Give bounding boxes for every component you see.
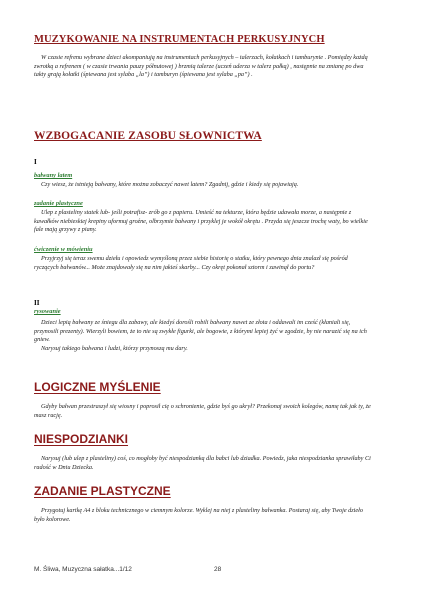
subheading-summer-waves: bałwany latem [34, 172, 73, 179]
subheading-art-task: zadanie plastyczne [34, 200, 83, 207]
heading-percussion: MUZYKOWANIE NA INSTRUMENTACH PERKUSYJNYCH [34, 34, 325, 45]
paragraph-percussion: W czasie refrenu wybrane dzieci akompaniują na instrumentach perkusyjnych – talerzach, kołatkach i tamburynie . Pomiędzy każdą zwrotką a refrenem ( w czasie trwania pauzy półnutowej ) brzmią talerze (uczeń uderza w talerz pałką) , następnie na zmianę po dwa takty grają kołatki (śpiewana jest sylaba „la”) i tamburyn (śpiewana jest sylaba „pa”) . [34, 54, 368, 78]
heading-surprises: NIESPODZIANKI [34, 432, 129, 446]
heading-art-task: ZADANIE PLASTYCZNE [34, 484, 171, 498]
roman-numeral-2: II [34, 299, 40, 307]
paragraph-speaking: Przyjrzyj się teraz swemu dziełu i opowiedz wymyśloną przez siebie historię o statku, który pewnego dnia znalazł się pośród ryczących bałwanów... Może znajdowały się na nim jakieś skarby... Czy okręt pokonał sztorm i zawinął do portu? [34, 255, 348, 271]
paragraph-surprises: Narysuj (lub ulep z plasteliny) coś, co mogłoby być niespodzianką dla babci lub dziadka. Powiedz, jaka niespodzianka sprawiłaby Ci radość w Dniu Dziecka. [34, 455, 371, 471]
paragraph-summer-waves: Czy wiesz, że istnieją bałwany, które można zobaczyć nawet latem? Zgadnij, gdzie i kiedy się pojawiają. [41, 181, 299, 188]
paragraph-drawing-task: Narysuj takiego bałwana i ludzi, którzy przynoszą mu dary. [41, 345, 188, 352]
paragraph-art-task: Ulep z plasteliny statek lub- jeśli potrafisz- zrób go z papieru. Umieść na tekturze, która będzie udawała morze, a następnie z kawałków niebieskiej krepiny uformuj groźne, olbrzymie bałwany i przyklej je wokół okrętu . Przyda się jeszcze trochę waty, bo wielkie fale mają grzywy z piany. [34, 209, 368, 233]
heading-vocabulary: WZBOGACANIE ZASOBU SŁOWNICTWA [34, 130, 262, 142]
subheading-speaking: ćwiczenie w mówieniu [34, 246, 93, 253]
roman-numeral-1: I [34, 158, 37, 166]
heading-logical-thinking: LOGICZNE MYŚLENIE [34, 380, 161, 394]
subheading-drawing: rysowanie [34, 308, 61, 315]
paragraph-art-task-bottom: Przygotuj kartkę A4 z bloku technicznego w ciemnym kolorze. Wyklej na niej z plasteliny bałwanka. Postaraj się, aby Twoje dzieło było kolorowe. [34, 507, 363, 523]
footer-page-number: 28 [214, 566, 222, 573]
paragraph-drawing: Dzieci lepią bałwany ze śniegu dla zabawy, ale kiedyś dorośli robili bałwany nawet ze złota i oddawali im cześć (kłaniali się, przynosili prezenty). Wierzyli bowiem, że to nie są zwykłe figurki, ale bogowie, z którymi lepiej żyć w zgodzie, by nie narazić się na ich gniew. [34, 319, 367, 343]
footer-source: M. Śliwa, Muzyczna sałatka...1/12 [34, 566, 132, 573]
paragraph-logical-thinking: Gdyby bałwan przestraszył się wiosny i poprosił cię o schronienie, gdzie byś go ukrył? Przekonaj swoich kolegów, namę tak jak ty, że masz rację. [34, 403, 371, 419]
